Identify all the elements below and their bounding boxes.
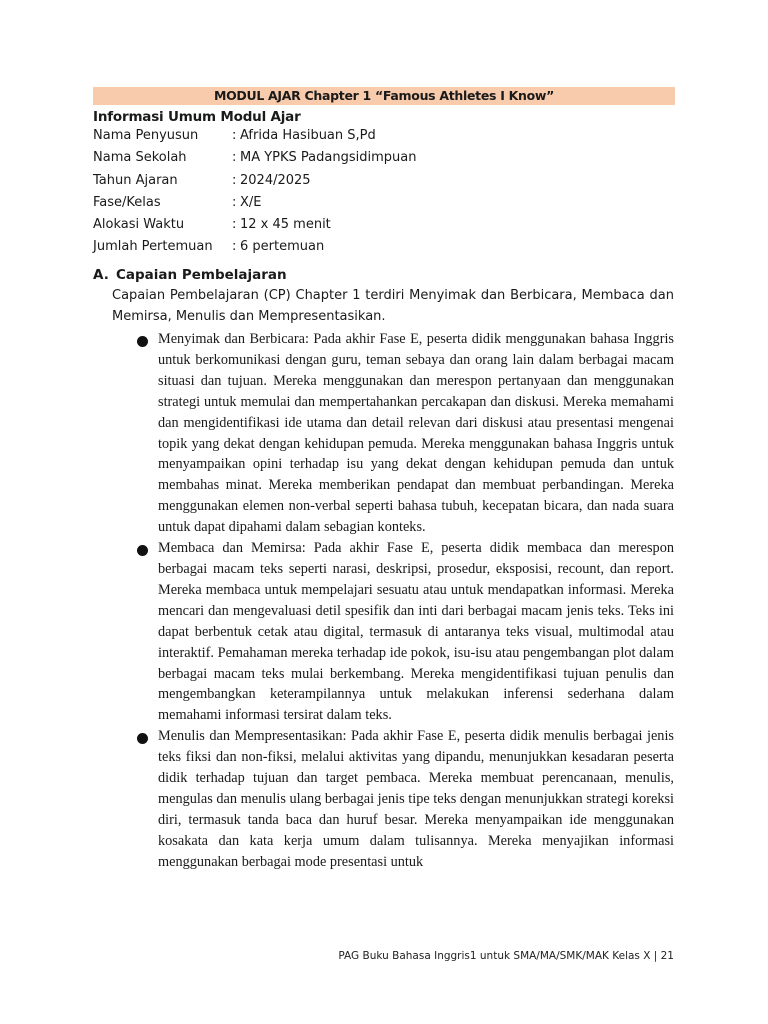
info-colon: : <box>232 217 237 233</box>
info-colon: : <box>232 150 237 166</box>
bullet-icon <box>137 733 148 744</box>
section-a-heading <box>93 267 287 283</box>
info-label: Nama Penyusun <box>93 128 199 143</box>
bullet-icon <box>137 545 148 556</box>
info-row-alokasi <box>93 215 493 237</box>
bullet-text: Menyimak dan Berbicara: Pada akhir Fase E, peserta didik menggunakan bahasa Inggris untuk berkomunikasi dengan guru, teman sebaya dan orang lain dalam berbagai macam situasi dan tujuan. Mereka menggunakan dan merespon pertanyaan dan menggunakan strategi untuk memulai dan mempertahankan percakapan dan diskusi. Mereka memahami dan mengidentifikasi ide utama dan detail relevan dari diskusi atau presentasi mengenai topik yang dekat dengan kehidupan pemuda. Mereka menggunakan bahasa Inggris untuk menyampaikan opini terhadap isu yang dekat dengan kehidupan pemuda dan untuk membahas minat. Mereka memberikan pendapat dan membuat perbandingan. Mereka menggunakan elemen non-verbal seperti bahasa tubuh, kecepatan bicara, dan nada suara untuk dapat dipahami dalam sebagian konteks. <box>158 331 674 536</box>
info-row-sekolah <box>93 148 493 170</box>
info-row-tahun <box>93 171 493 193</box>
list-item <box>134 329 674 538</box>
info-value: 6 pertemuan <box>240 239 325 255</box>
module-title: MODUL AJAR Chapter 1 “Famous Athletes I Know” <box>93 87 675 105</box>
info-heading: Informasi Umum Modul Ajar <box>93 109 301 125</box>
bullet-icon <box>137 336 148 347</box>
info-label: Jumlah Pertemuan <box>93 239 213 255</box>
info-value: MA YPKS Padangsidimpuan <box>240 150 417 166</box>
list-item <box>134 726 674 872</box>
page-footer: PAG Buku Bahasa Inggris1 untuk SMA/MA/SMK/MAK Kelas X | 21 <box>338 950 674 962</box>
info-colon: : <box>232 194 237 210</box>
bullet-text: Menulis dan Mempresentasikan: Pada akhir Fase E, peserta didik menulis berbagai jenis teks fiksi dan non-fiksi, melalui aktivitas yang dipandu, menunjukkan kesadaran peserta didik terhadap tujuan dan target pembaca. Mereka membuat perencanaan, menulis, mengulas dan menulis ulang berbagai jenis tipe teks dengan menunjukkan strategi koreksi diri, termasuk tanda baca dan huruf besar. Mereka menyampaikan ide menggunakan kosakata dan kata kerja umum dalam tulisannya. Mereka menyajikan informasi menggunakan berbagai mode presentasi untuk <box>158 728 674 870</box>
info-label: Alokasi Waktu <box>93 217 185 233</box>
info-row-penyusun <box>93 126 493 148</box>
info-row-pertemuan <box>93 237 493 259</box>
section-intro: Capaian Pembelajaran (CP) Chapter 1 terdiri Menyimak dan Berbicara, Membaca dan Memirsa, Menulis dan Mempresentasikan. <box>112 288 674 324</box>
info-colon: : <box>232 128 237 143</box>
info-label: Fase/Kelas <box>93 194 161 210</box>
info-colon: : <box>232 239 237 255</box>
list-item <box>134 538 674 726</box>
info-value: 12 x 45 menit <box>240 217 331 233</box>
bullet-text: Membaca dan Memirsa: Pada akhir Fase E, peserta didik membaca dan merespon berbagai macam teks seperti narasi, deskripsi, prosedur, eksposisi, recount, dan report. Mereka membaca untuk mempelajari sesuatu atau untuk mendapatkan informasi. Mereka mencari dan mengevaluasi detil spesifik dan inti dari berbagai macam jenis teks. Teks ini dapat berbentuk cetak atau digital, termasuk di antaranya teks visual, multimodal atau interaktif. Pemahaman mereka terhadap ide pokok, isu-isu atau pengembangan plot dalam berbagai macam teks mulai berkembang. Mereka mengidentifikasi tujuan penulis dan mengembangkan keterampilannya untuk melakukan inferensi sederhana dalam memahami informasi tersirat dalam teks. <box>158 540 674 724</box>
info-label: Tahun Ajaran <box>93 172 178 188</box>
section-title: Capaian Pembelajaran <box>116 267 287 283</box>
info-value: Afrida Hasibuan S,Pd <box>240 128 376 143</box>
info-row-fase <box>93 193 493 215</box>
section-letter: A. <box>93 267 109 283</box>
info-colon: : <box>232 172 237 188</box>
bullet-list <box>134 329 674 873</box>
info-label: Nama Sekolah <box>93 150 187 166</box>
info-value: 2024/2025 <box>240 172 311 188</box>
info-table <box>93 126 493 260</box>
info-value: X/E <box>240 194 262 210</box>
